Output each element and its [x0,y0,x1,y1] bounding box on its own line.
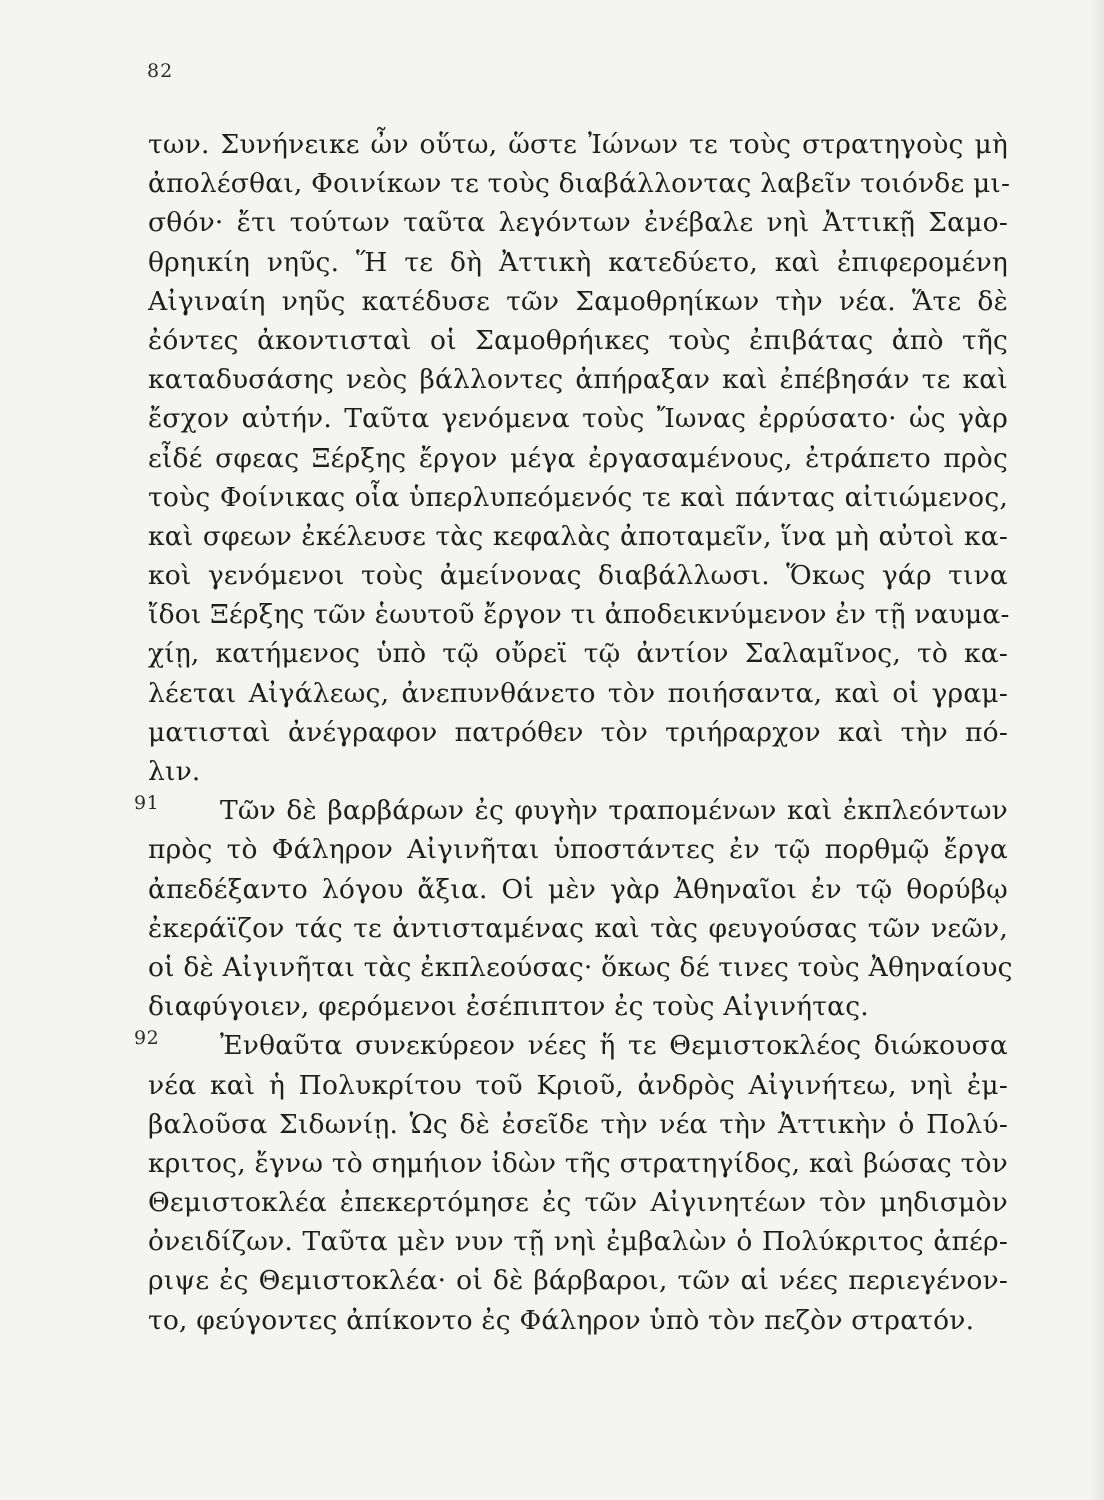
text-line: ἀπεδέξαντο λόγου ἄξια. Οἱ μὲν γὰρ Ἀθηναῖοι ἐν τῷ θορύβῳ [148,873,1008,905]
text-line: Θεμιστοκλέα ἐπεκερτόμησε ἐς τῶν Αἰγινητέων τὸν μηδισμὸν [148,1187,1008,1219]
text-line: καὶ σφεων ἐκέλευσε τὰς κεφαλὰς ἀποταμεῖν, ἵνα μὴ αὐτοὶ κα- [148,520,1008,552]
page-edge-shadow [1090,0,1104,1500]
greek-text-block [134,125,1013,1340]
text-line: λιν. [148,756,201,787]
text-line: πρὸς τὸ Φάληρον Αἰγινῆται ὑποστάντες ἐν τῷ πορθμῷ ἔργα [148,834,1008,866]
text-line: βαλοῦσα Σιδωνίῃ. Ὡς δὲ ἐσεῖδε τὴν νέα τὴν Ἀττικὴν ὁ Πολύ- [148,1108,1008,1140]
text-line: σθόν· ἔτι τούτων ταῦτα λεγόντων ἐνέβαλε νηὶ Ἀττικῇ Σαμο- [148,207,1008,239]
text-line: χίῃ, κατήμενος ὑπὸ τῷ οὔρεϊ τῷ ἀντίον Σαλαμῖνος, τὸ κα- [148,638,1008,670]
text-line: Τῶν δὲ βαρβάρων ἐς φυγὴν τραπομένων καὶ ἐκπλεόντων [220,795,1008,827]
section-number-92: 92 [134,1027,160,1049]
text-line: θρηικίη νηῦς. Ἥ τε δὴ Ἀττικὴ κατεδύετο, καὶ ἐπιφερομένη [148,246,1008,278]
page-number: 82 [147,60,174,82]
text-line: το, φεύγοντες ἀπίκοντο ἐς Φάληρον ὑπὸ τὸν πεζὸν στρατόν. [148,1304,975,1336]
text-line: τοὺς Φοίνικας οἷα ὑπερλυπεόμενός τε καὶ πάντας αἰτιώμενος, [148,481,1008,513]
text-line: ἔσχον αὐτήν. Ταῦτα γενόμενα τοὺς Ἴωνας ἐρρύσατο· ὡς γὰρ [148,403,1008,435]
section-number-91: 91 [134,792,160,814]
text-line: ἐκεράϊζον τάς τε ἀντισταμένας καὶ τὰς φευγούσας τῶν νεῶν, [148,912,1008,944]
text-line: διαφύγοιεν, φερόμενοι ἐσέπιπτον ἐς τοὺς Αἰγινήτας. [148,991,869,1023]
text-line: ἐόντες ἀκοντισταὶ οἱ Σαμοθρήικες τοὺς ἐπιβάτας ἀπὸ τῆς [148,324,1008,356]
text-line: οἱ δὲ Αἰγινῆται τὰς ἐκπλεούσας· ὅκως δέ τινες τοὺς Ἀθηναίους [148,951,1013,983]
text-line: καταδυσάσης νεὸς βάλλοντες ἀπήραξαν καὶ ἐπέβησάν τε καὶ [148,364,1008,396]
text-line: ἴδοι Ξέρξης τῶν ἑωυτοῦ ἔργον τι ἀποδεικνύμενον ἐν τῇ ναυμα- [148,599,1010,631]
text-line: ὀνειδίζων. Ταῦτα μὲν νυν τῇ νηὶ ἐμβαλὼν ὁ Πολύκριτος ἀπέρ- [148,1226,1008,1258]
text-line: κοὶ γενόμενοι τοὺς ἀμείνονας διαβάλλωσι. Ὅκως γάρ τινα [148,560,1008,592]
text-line: νέα καὶ ἡ Πολυκρίτου τοῦ Κριοῦ, ἀνδρὸς Αἰγινήτεω, νηὶ ἐμ- [148,1069,1008,1101]
text-line: Αἰγιναίη νηῦς κατέδυσε τῶν Σαμοθρηίκων τὴν νέα. Ἅτε δὲ [148,285,1008,317]
text-line: των. Συνήνεικε ὦν οὕτω, ὥστε Ἰώνων τε τοὺς στρατηγοὺς μὴ [148,129,1008,160]
text-line: ἀπολέσθαι, Φοινίκων τε τοὺς διαβάλλοντας λαβεῖν τοιόνδε μι- [148,168,1011,200]
text-line: εἶδέ σφεας Ξέρξης ἔργον μέγα ἐργασαμένους, ἐτράπετο πρὸς [148,442,1008,474]
text-line: κριτος, ἔγνω τὸ σημήιον ἰδὼν τῆς στρατηγίδος, καὶ βώσας τὸν [148,1147,1008,1179]
text-line: Ἐνθαῦτα συνεκύρεον νέες ἥ τε Θεμιστοκλέος διώκουσα [220,1030,1008,1062]
text-line: λέεται Αἰγάλεως, ἀνεπυνθάνετο τὸν ποιήσαντα, καὶ οἱ γραμ- [148,677,1008,709]
text-line: ριψε ἐς Θεμιστοκλέα· οἱ δὲ βάρβαροι, τῶν αἱ νέες περιεγένον- [148,1265,1008,1297]
text-line: ματισταὶ ἀνέγραφον πατρόθεν τὸν τριήραρχον καὶ τὴν πό- [148,716,1008,748]
